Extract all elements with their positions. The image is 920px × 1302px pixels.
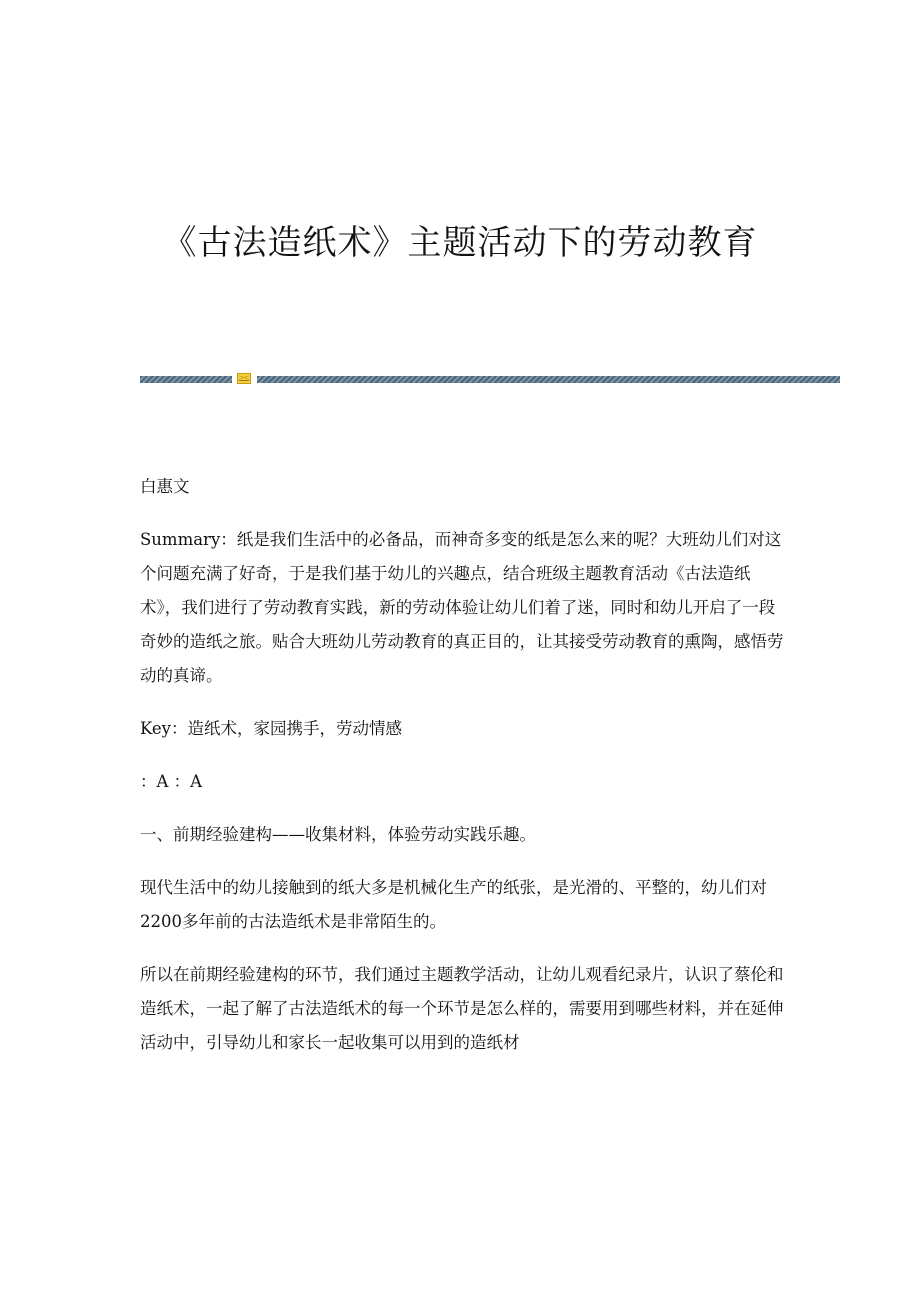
body-paragraph: 所以在前期经验建构的环节，我们通过主题教学活动，让幼儿观看纪录片，认识了蔡伦和造纸术，一起了解了古法造纸术的每一个环节是怎么样的，需要用到哪些材料，并在延伸活动中，引导幼儿和家长一起收集可以用到的造纸材 <box>140 965 784 1052</box>
classification-line: ：A ：A <box>140 772 203 791</box>
envelope-icon <box>237 373 251 384</box>
summary-paragraph: Summary：纸是我们生活中的必备品，而神奇多变的纸是怎么来的呢？大班幼儿们对这个问题充满了好奇，于是我们基于幼儿的兴趣点，结合班级主题教育活动《古法造纸术》，我们进行了劳动教育实践，新的劳动体验让幼儿们着了迷，同时和幼儿开启了一段奇妙的造纸之旅。贴合大班幼儿劳动教育的真正目的，让其接受劳动教育的熏陶，感悟劳动的真谛。 <box>140 530 784 685</box>
divider-bar-right <box>257 376 840 383</box>
title-divider <box>140 373 840 385</box>
section-heading: 一、前期经验建构——收集材料，体验劳动实践乐趣。 <box>140 825 536 844</box>
keywords-line: Key：造纸术，家园携手，劳动情感 <box>140 719 402 738</box>
author-name: 白惠文 <box>140 477 190 496</box>
divider-bar-left <box>140 376 232 383</box>
document-body <box>140 470 790 1060</box>
document-title: 《古法造纸术》主题活动下的劳动教育 <box>162 223 758 263</box>
body-paragraph: 现代生活中的幼儿接触到的纸大多是机械化生产的纸张，是光滑的、平整的，幼儿们对2200多年前的古法造纸术是非常陌生的。 <box>140 878 767 931</box>
